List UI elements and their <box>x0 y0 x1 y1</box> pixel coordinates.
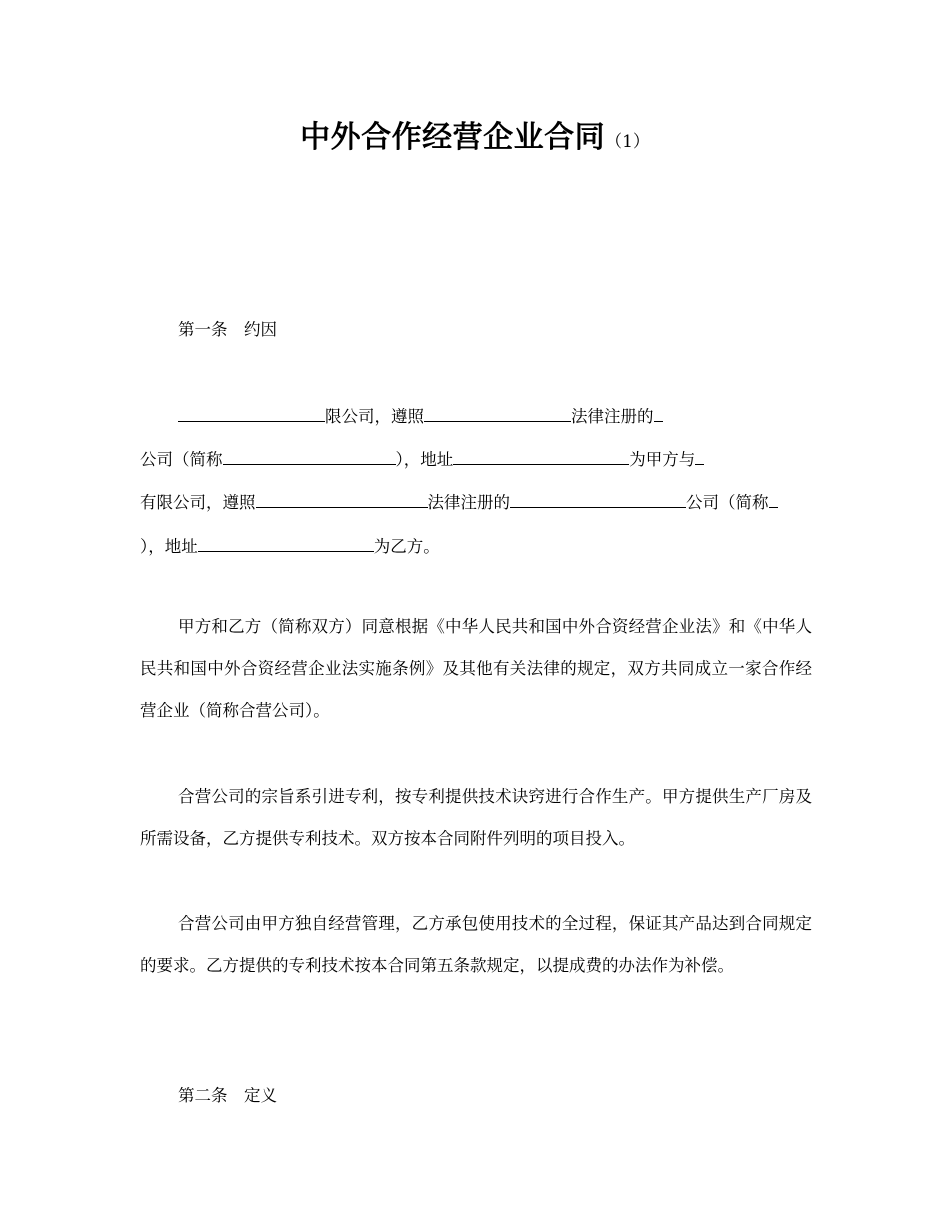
blank-field <box>453 449 629 465</box>
paragraph-management: 合营公司由甲方独自经营管理，乙方承包使用技术的全过程，保证其产品达到合同规定的要求。乙方提供的专利技术按本合同第五条款规定，以提成费的办法作为补偿。 <box>140 914 812 975</box>
blank-field <box>695 449 704 465</box>
text-segment: 限公司，遵照 <box>325 407 424 426</box>
paragraph-company-aim: 合营公司的宗旨系引进专利，按专利提供技术诀窍进行合作生产。甲方提供生产厂房及所需设备，乙方提供专利技术。双方按本合同附件列明的项目投入。 <box>140 787 812 848</box>
text-segment: 为甲方与 <box>629 450 696 469</box>
blank-field <box>178 406 325 422</box>
title-suffix: （1） <box>605 132 650 152</box>
title-main: 中外合作经营企业合同 <box>300 120 606 155</box>
article-1-heading: 第一条 约因 <box>178 320 277 339</box>
blank-field <box>769 492 778 508</box>
document-title <box>0 112 950 156</box>
text-segment: 为乙方。 <box>373 537 440 556</box>
text-segment: ），地址 <box>395 450 454 469</box>
party-line-4 <box>140 536 440 557</box>
party-line-3 <box>140 492 778 513</box>
paragraph-purpose-basis: 甲方和乙方（简称双方）同意根据《中华人民共和国中外合资经营企业法》和《中华人民共和国中外合资经营企业法实施条例》及其他有关法律的规定，双方共同成立一家合作经营企业（简称合营公司）。 <box>140 617 812 720</box>
blank-field <box>654 406 663 422</box>
party-line-2 <box>140 449 704 470</box>
text-segment: 有限公司，遵照 <box>140 493 256 512</box>
text-segment: ），地址 <box>140 537 198 556</box>
article-2-heading: 第二条 定义 <box>178 1086 277 1105</box>
party-line-1 <box>178 406 663 427</box>
text-segment: 法律注册的 <box>571 407 654 426</box>
text-segment: 法律注册的 <box>427 493 510 512</box>
blank-field <box>223 449 396 465</box>
blank-field <box>198 536 374 552</box>
blank-field <box>510 492 686 508</box>
text-segment: 公司（简称 <box>686 493 769 512</box>
text-segment: 公司（简称 <box>140 450 223 469</box>
blank-field <box>256 492 428 508</box>
blank-field <box>424 406 571 422</box>
